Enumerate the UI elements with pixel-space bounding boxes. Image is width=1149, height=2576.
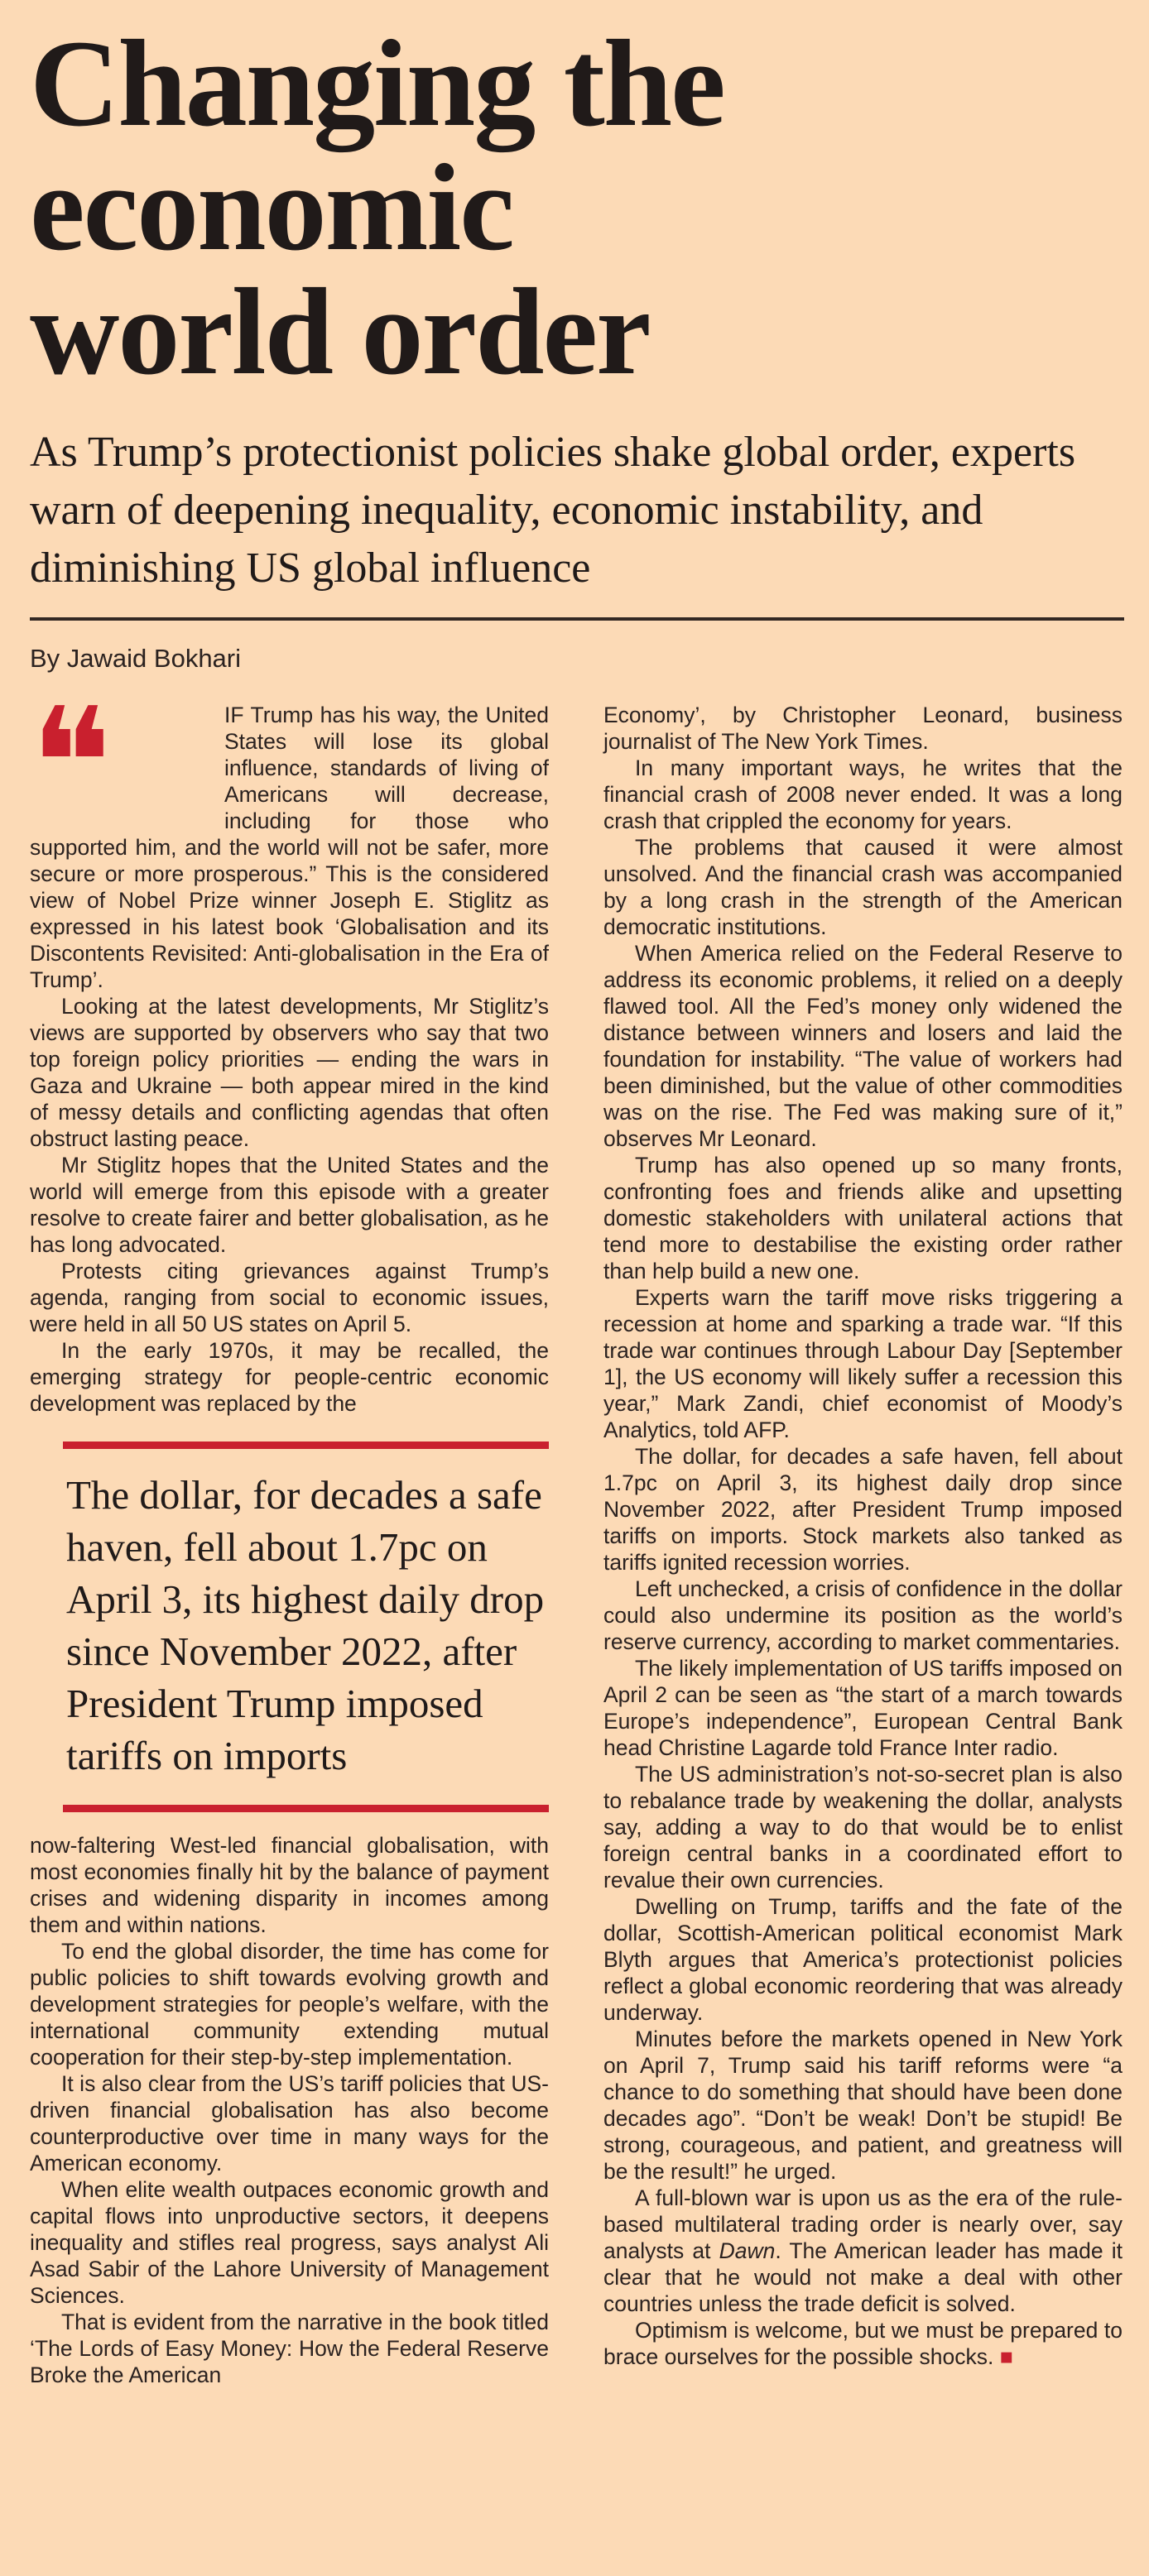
paragraph-text: When elite wealth outpaces economic growth and capital flows into unproductive sectors, it deepens inequality and stifles real progress, says analyst Ali Asad Sabir of the Lahore University of Management Sciences. [30,2177,549,2308]
byline-divider [30,617,1124,621]
pull-quote-text: The dollar, for decades a safe haven, fell about 1.7pc on April 3, its highest daily drop since November 2022, after President Trump imposed tariffs on imports [66,1472,545,1778]
headline-line-1: Changing the [30,15,724,152]
end-mark: ■ [999,2344,1013,2369]
paragraph-text: The US administration’s not-so-secret plan is also to rebalance trade by weakening the dollar, analysts say, adding a way to do that would be to enlist foreign central banks in a coordinated effort to revalue their own currencies. [603,1762,1123,1892]
article-paragraph [603,1893,1123,2026]
standfirst: As Trump’s protectionist policies shake global order, experts warn of deepening inequality, economic instability, and diminishing US global influence [30,429,1076,592]
paragraph-text: In many important ways, he writes that the financial crash of 2008 never ended. It was a long crash that crippled the economy for years. [603,756,1123,833]
paragraph-text: Protests citing grievances against Trump’s agenda, ranging from social to economic issues, were held in all 50 US states on April 5. [30,1259,549,1336]
paragraph-text: now-faltering West-led financial globalisation, with most economies finally hit by the balance of payment crises and widening disparity in incomes among them and within nations. [30,1833,549,1937]
paragraph-text: Left unchecked, a crisis of confidence in the dollar could also undermine its position as the world’s reserve currency, according to market commentaries. [603,1576,1123,1654]
paragraph-text: Minutes before the markets opened in New York on April 7, Trump said his tariff reforms were “a chance to do something that should have been done decades ago”. “Don’t be weak! Don’t be stupid! Be strong, courageous, and patient, and greatness will be the result!” he urged. [603,2027,1123,2184]
article-paragraph [603,834,1123,940]
paragraph-text: Trump has also opened up so many fronts, confronting foes and friends alike and upsetting domestic stakeholders with unilateral actions that tend more to destabilise the existing order rather than help build a new one. [603,1153,1123,1283]
paragraph-text: The likely implementation of US tariffs imposed on April 2 can be seen as “the start of a march towards Europe’s independence”, European Central Bank head Christine Lagarde told France Inter radio. [603,1656,1123,1760]
paragraph-text: It is also clear from the US’s tariff policies that US-driven financial globalisation has also become counterproductive over time in many ways for the American economy. [30,2071,549,2175]
article-paragraph [30,2309,549,2388]
article-columns [30,674,1124,2388]
article-paragraph [603,1761,1123,1893]
paragraph-text: To end the global disorder, the time has come for public policies to shift towards evolving growth and development strategies for people’s welfare, with the international community extending mutual cooperation for their step-by-step implementation. [30,1939,549,2070]
paragraph-text: A full-blown war is upon us as the era of the rule-based multilateral trading order is nearly over, say analysts at [603,2185,1123,2263]
article-paragraph [30,1337,549,1417]
article-paragraph [30,2176,549,2309]
article-paragraph [603,2317,1123,2370]
paragraph-text: Economy’, by Christopher Leonard, business journalist of The New York Times. [603,703,1123,754]
paragraph-text: IF Trump has his way, the United States will lose its global influence, standards of living of Americans will decrease, including for those who supported him, and the world will not be safer, more secure or more prosperous.” This is the considered view of Nobel Prize winner Joseph E. Stiglitz as expressed in his latest book ‘Globalisation and its Discontents Revisited: Anti-globalisation in the Era of Trump’. [30,703,549,992]
paragraph-text: Dwelling on Trump, tariffs and the fate of the dollar, Scottish-American political economist Mark Blyth argues that America’s protectionist policies reflect a global economic reordering that was already underway. [603,1894,1123,2025]
paragraph-text: Experts warn the tariff move risks triggering a recession at home and sparking a trade war. “If this trade war continues through Labour Day [September 1], the US economy will likely suffer a recession this year,” Mark Zandi, chief economist of Moody’s Analytics, told AFP. [603,1285,1123,1442]
article-paragraph [30,1258,549,1337]
headline-line-3: world order [30,263,650,401]
byline: By Jawaid Bokhari [30,644,242,673]
article-paragraph [30,2070,549,2176]
paragraph-text: Dawn [719,2238,776,2263]
paragraph-text: That is evident from the narrative in the book titled ‘The Lords of Easy Money: How the Federal Reserve Broke the American [30,2310,549,2387]
paragraph-text: In the early 1970s, it may be recalled, the emerging strategy for people-centric economic development was replaced by the [30,1338,549,1416]
paragraph-text: . The American leader has made it clear that he would not make a deal with other countries unless the trade deficit is solved. [603,2238,1123,2316]
article-paragraph [603,1443,1123,1576]
article-paragraph [30,993,549,1152]
paragraph-text: The problems that caused it were almost unsolved. And the financial crash was accompanied by a long crash in the strength of the American democratic institutions. [603,835,1123,939]
article-paragraph [603,1284,1123,1443]
article-paragraph [30,1152,549,1258]
article-paragraph [603,1152,1123,1284]
article-paragraph [30,1832,549,1938]
headline [30,15,1124,401]
article-paragraph [603,2185,1123,2317]
paragraph-text: The dollar, for decades a safe haven, fell about 1.7pc on April 3, its highest daily drop since November 2022, after President Trump imposed tariffs on imports. Stock markets also tanked as tariffs ignited recession worries. [603,1444,1123,1575]
article-paragraph [603,1576,1123,1655]
column-left [30,674,549,2388]
article-paragraph [603,755,1123,834]
article-paragraph [30,1938,549,2070]
pull-quote [63,1442,549,1812]
paragraph-text: Optimism is welcome, but we must be prepared to brace ourselves for the possible shocks. [603,2318,1123,2369]
pull-quote-top-rule [63,1442,549,1449]
article-paragraph [603,940,1123,1152]
article-paragraph [603,2026,1123,2185]
paragraph-text: Looking at the latest developments, Mr Stiglitz’s views are supported by observers who say that two top foreign policy priorities — ending the wars in Gaza and Ukraine — both appear mired in the kind of messy details and conflicting agendas that often obstruct lasting peace. [30,994,549,1151]
pull-quote-bottom-rule [63,1805,549,1812]
opening-quote-icon: ❝ [30,674,113,853]
paragraph-text: Mr Stiglitz hopes that the United States and the world will emerge from this episode with a greater resolve to create fairer and better globalisation, as he has long advocated. [30,1153,549,1257]
headline-line-2: economic [30,139,513,276]
column-right [603,702,1123,2370]
paragraph-text: When America relied on the Federal Reserve to address its economic problems, it relied on a deeply flawed tool. All the Fed’s money only widened the distance between winners and losers and laid the foundation for instability. “The value of workers had been diminished, but the value of other commodities was on the rise. The Fed was making sure of it,” observes Mr Leonard. [603,941,1123,1151]
article-paragraph [603,1655,1123,1761]
article-paragraph [603,702,1123,755]
lead-paragraph [30,674,549,993]
